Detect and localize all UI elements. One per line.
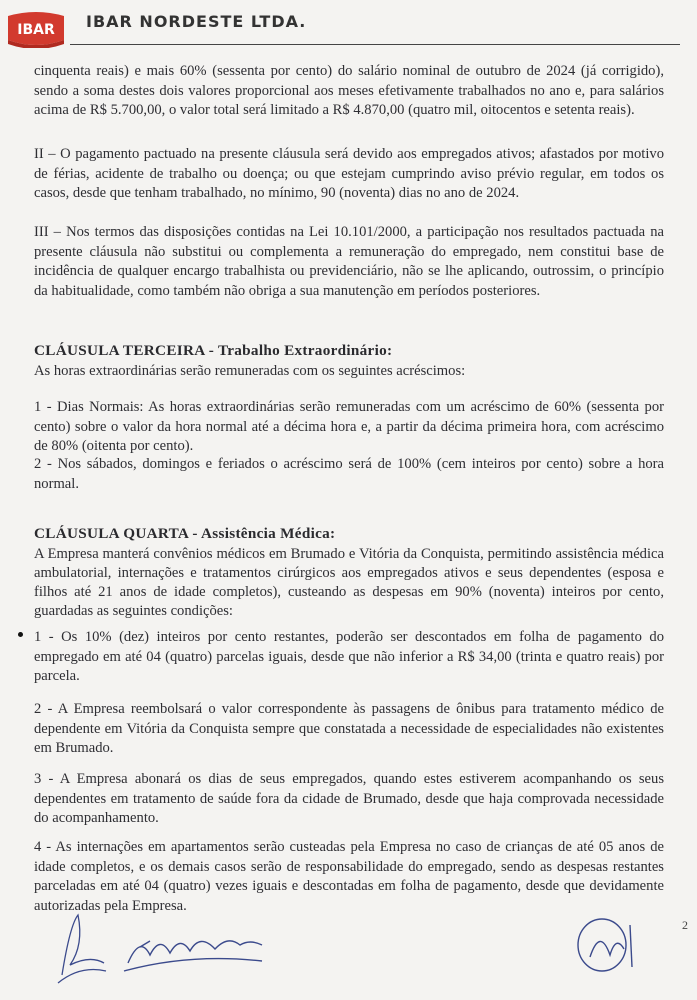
clause-4-item-1: 1 - Os 10% (dez) inteiros por cento restantes, poderão ser descontados em folha de pagamento do empregado em até 04 (quatro) parcelas iguais, desde que não inferior a R$ 34,00 (trinta e quatro reais) por parcela. xyxy=(34,629,664,684)
clause-3-intro: As horas extraordinárias serão remuneradas com os seguintes acréscimos: xyxy=(34,363,466,379)
page-number: 2 xyxy=(682,918,688,932)
company-name: IBAR NORDESTE LTDA. xyxy=(86,12,307,31)
signature-left xyxy=(58,915,106,983)
svg-text:IBAR: IBAR xyxy=(17,22,55,38)
signature-center xyxy=(124,941,262,971)
clause-3-item-2: 2 - Nos sábados, domingos e feriados o acréscimo será de 100% (cem inteiros por cento) sobre a hora normal. xyxy=(34,456,664,492)
clause-4-intro: A Empresa manterá convênios médicos em Brumado e Vitória da Conquista, permitindo assistência médica ambulatorial, internações e tratamentos cirúrgicos aos empregados ativos e seus dependentes (esposa e filhos até 21 anos de idade completos), custeando as despesas em 90% (noventa) inteiros por cento, guardadas as seguintes condições: xyxy=(34,546,664,619)
signatures-area xyxy=(0,905,697,995)
margin-mark xyxy=(18,632,23,637)
clause-4-title: CLÁUSULA QUARTA - Assistência Médica: xyxy=(34,525,336,542)
clause-4-item-2: 2 - A Empresa reembolsará o valor correspondente às passagens de ônibus para tratamento médico de dependente em Vitória da Conquista sempre que constatada a necessidade de especialidades não existentes em Brumado. xyxy=(34,701,664,756)
paragraph-continuation: cinquenta reais) e mais 60% (sessenta por cento) do salário nominal de outubro de 2024 (já corrigido), sendo a soma destes dois valores proporcional aos meses efetivamente trabalhados no ano e, para salários acima de R$ 5.700,00, o valor total será limitado a R$ 4.870,00 (quatro mil, oitocentos e setenta reais). xyxy=(34,63,664,118)
clause-3-title: CLÁUSULA TERCEIRA - Trabalho Extraordinário: xyxy=(34,342,393,359)
signature-right xyxy=(578,919,632,971)
letterhead xyxy=(0,0,697,60)
clause-3-item-1: 1 - Dias Normais: As horas extraordinárias serão remuneradas com um acréscimo de 60% (sessenta por cento) sobre o valor da hora normal até a décima hora e, a partir da décima primeira hora, com acréscimo de 80% (oitenta por cento). xyxy=(34,399,664,454)
clause-4-item-3: 3 - A Empresa abonará os dias de seus empregados, quando estes estiverem acompanhando os seus dependentes em tratamento de saúde fora da cidade de Brumado, desde que haja comprovada necessidade do acompanhamento. xyxy=(34,771,664,826)
paragraph-ii: II – O pagamento pactuado na presente cláusula será devido aos empregados ativos; afastados por motivo de férias, acidente de trabalho ou doença; ou que estejam cumprindo aviso prévio regular, em todos os casos, desde que tenham trabalhado, no mínimo, 90 (noventa) dias no ano de 2024. xyxy=(34,146,664,201)
clause-4-item-4: 4 - As internações em apartamentos serão custeadas pela Empresa no caso de crianças de até 05 anos de idade completos, e os demais casos serão de responsabilidade do empregado, sendo as despesas restantes parceladas em até 04 (quatro) vezes iguais e descontadas em folha de pagamento, desde que devidamente autorizadas pela Empresa. xyxy=(34,839,664,914)
company-logo xyxy=(4,10,68,48)
header-divider xyxy=(70,44,680,45)
paragraph-iii: III – Nos termos das disposições contidas na Lei 10.101/2000, a participação nos resultados pactuada na presente cláusula não substitui ou complementa a remuneração do empregado, nem constitui base de incidência de qualquer encargo trabalhista ou previdenciário, não se lhe aplicando, outrossim, o princípio da habitualidade, como também não obriga a sua manutenção em períodos posteriores. xyxy=(34,224,664,299)
